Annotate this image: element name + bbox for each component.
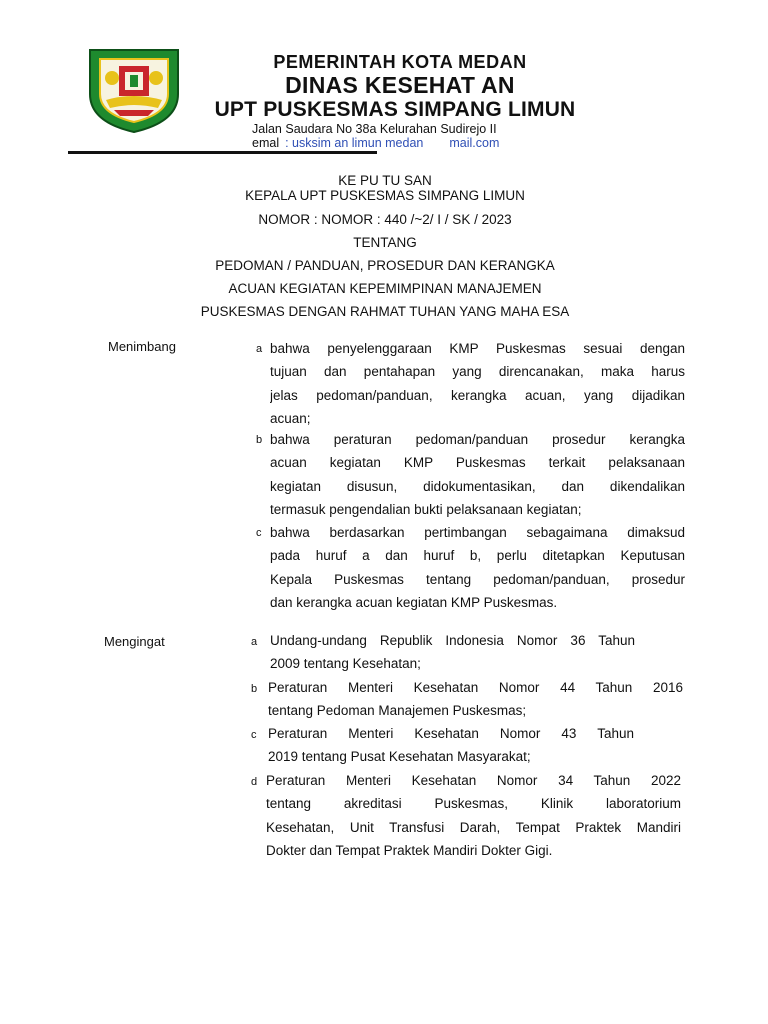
item-marker: b <box>251 683 258 695</box>
text-line: Dokter dan Tempat Praktek Mandiri Dokter Gigi. <box>266 843 553 859</box>
text-line: tentang akreditasi Puskesmas, Klinik laboratorium <box>266 796 681 812</box>
email-line <box>252 136 499 150</box>
text-line: Undang-undang Republik Indonesia Nomor 36 Tahun <box>270 633 635 648</box>
text-line: termasuk pengendalian bukti pelaksanaan kegiatan; <box>270 502 582 518</box>
text-line: Peraturan Menteri Kesehatan Nomor 44 Tahun 2016 <box>268 680 683 695</box>
item-marker: b <box>256 434 263 446</box>
text-line: acuan; <box>270 411 311 427</box>
decree-about: TENTANG <box>353 235 417 250</box>
item-marker: d <box>251 776 258 788</box>
menimbang-item-c <box>270 521 685 615</box>
email-link[interactable]: : usksim an limun medan <box>285 136 424 150</box>
text-line: bahwa peraturan pedoman/panduan prosedur kerangka <box>270 432 685 447</box>
institution-name: UPT PUSKESMAS SIMPANG LIMUN <box>214 98 576 121</box>
decree-title: KE PU TU SAN <box>338 173 432 188</box>
mengingat-item-b <box>268 676 683 723</box>
decree-issuer: KEPALA UPT PUSKESMAS SIMPANG LIMUN <box>245 188 525 203</box>
email-label: emal <box>252 136 280 150</box>
decree-subject-line: ACUAN KEGIATAN KEPEMIMPINAN MANAJEMEN <box>228 281 542 296</box>
text-line: Kesehatan, Unit Transfusi Darah, Tempat Praktek Mandiri <box>266 819 681 835</box>
text-line: Kepala Puskesmas tentang pedoman/panduan, prosedur <box>270 571 685 587</box>
decree-number: NOMOR : NOMOR : 440 /~2/ I / SK / 2023 <box>258 212 512 227</box>
text-line: jelas pedoman/panduan, kerangka acuan, yang dijadikan <box>270 387 685 403</box>
text-line: Peraturan Menteri Kesehatan Nomor 34 Tahun 2022 <box>266 773 681 788</box>
item-marker: a <box>251 636 258 648</box>
city-emblem-logo <box>84 42 184 136</box>
address-line: Jalan Saudara No 38a Kelurahan Sudirejo II <box>252 122 497 136</box>
text-line: dan kerangka acuan kegiatan KMP Puskesmas. <box>270 595 558 611</box>
menimbang-item-b <box>270 428 685 522</box>
text-line: bahwa penyelenggaraan KMP Puskesmas sesuai dengan <box>270 341 685 356</box>
decree-subject-line: PUSKESMAS DENGAN RAHMAT TUHAN YANG MAHA ESA <box>200 304 570 319</box>
text-line: tujuan dan pentahapan yang direncanakan, maka harus <box>270 364 685 380</box>
text-line: bahwa berdasarkan pertimbangan sebagaimana dimaksud <box>270 525 685 540</box>
text-line: 2009 tentang Kesehatan; <box>270 656 421 672</box>
text-line: acuan kegiatan KMP Puskesmas terkait pelaksanaan <box>270 455 685 471</box>
mengingat-label: Mengingat <box>104 634 165 649</box>
agency-name: DINAS KESEHAT AN <box>285 72 515 98</box>
text-line: tentang Pedoman Manajemen Puskesmas; <box>268 703 527 719</box>
menimbang-label: Menimbang <box>108 339 176 354</box>
email-domain[interactable]: mail.com <box>449 136 500 150</box>
mengingat-item-c <box>268 722 683 769</box>
menimbang-item-a <box>270 337 685 431</box>
item-marker: a <box>256 343 263 355</box>
text-line: kegiatan disusun, didokumentasikan, dan dikendalikan <box>270 478 685 494</box>
text-line: 2019 tentang Pusat Kesehatan Masyarakat; <box>268 749 531 765</box>
item-marker: c <box>251 729 257 741</box>
mengingat-item-a <box>270 629 685 676</box>
text-line: pada huruf a dan huruf b, perlu ditetapkan Keputusan <box>270 548 685 564</box>
item-marker: c <box>256 527 262 539</box>
letterhead-divider <box>68 151 377 154</box>
decree-subject-line: PEDOMAN / PANDUAN, PROSEDUR DAN KERANGKA <box>215 258 555 273</box>
text-line: Peraturan Menteri Kesehatan Nomor 43 Tahun <box>268 726 634 741</box>
mengingat-item-d <box>266 769 681 863</box>
government-name: PEMERINTAH KOTA MEDAN <box>273 52 527 72</box>
